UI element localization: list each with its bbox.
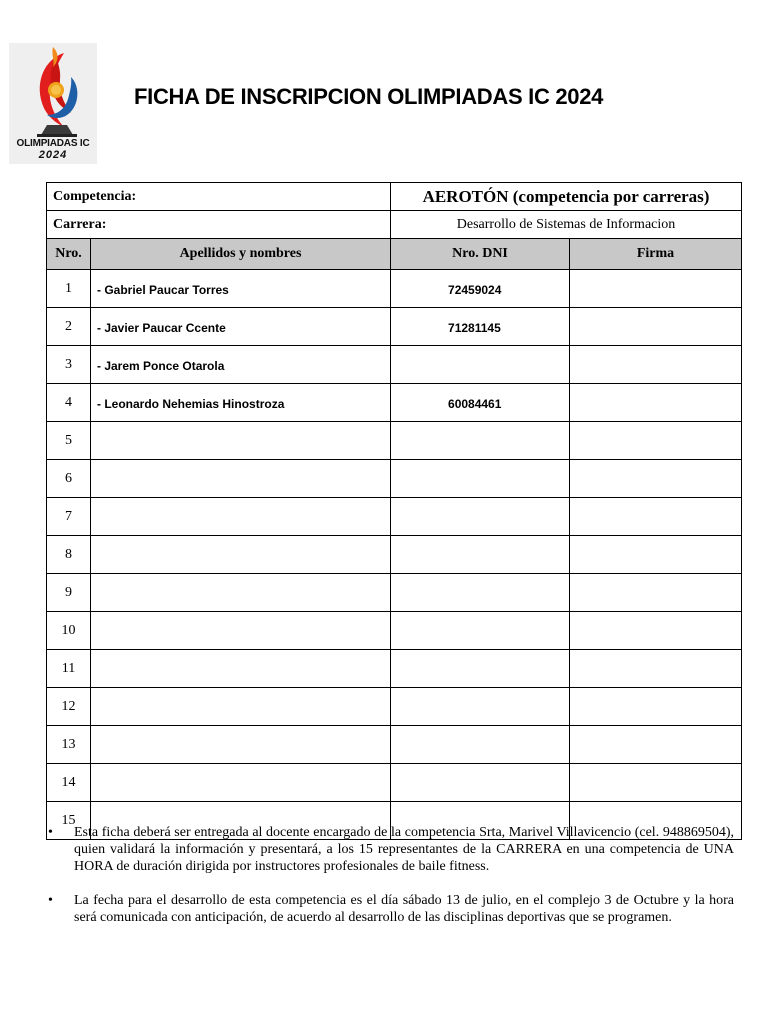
competition-label: Competencia:	[47, 183, 391, 211]
note-text: La fecha para el desarrollo de esta competencia es el día sábado 13 de julio, en el complejo 3 de Octubre y la hora será comunicada con anticipación, de acuerdo al desarrollo de las disciplinas deportivas que se programen.	[74, 893, 734, 925]
participant-name[interactable]	[91, 688, 391, 726]
participant-signature[interactable]	[570, 346, 742, 384]
participant-name[interactable]	[91, 460, 391, 498]
participant-dni[interactable]	[391, 422, 570, 460]
participant-dni[interactable]: 60084461	[391, 384, 570, 422]
table-row	[47, 650, 742, 688]
participant-name[interactable]	[91, 612, 391, 650]
participant-dni[interactable]	[391, 346, 570, 384]
participant-dni[interactable]	[391, 574, 570, 612]
participant-name[interactable]: - Leonardo Nehemias Hinostroza	[91, 384, 391, 422]
row-number: 15	[47, 802, 91, 840]
participant-signature[interactable]	[570, 422, 742, 460]
note-text: Esta ficha deberá ser entregada al docente encargado de la competencia Srta, Marivel Villavicencio (cel. 948869504), quien validará la información y presentará, a los 15 representantes de la CARRERA en una competencia de UNA HORA de duración dirigida por instructores profesionales de baile fitness.	[74, 825, 734, 874]
bullet-icon: •	[48, 893, 53, 908]
logo-year-text: 2024	[38, 149, 68, 161]
career-label: Carrera:	[47, 211, 391, 239]
table-header-row	[47, 239, 742, 270]
note-item	[48, 892, 734, 926]
row-number: 5	[47, 422, 91, 460]
header-signature: Firma	[570, 239, 742, 270]
table-row	[47, 308, 742, 346]
participant-signature[interactable]	[570, 650, 742, 688]
participant-name[interactable]: - Jarem Ponce Otarola	[91, 346, 391, 384]
registration-table	[46, 182, 742, 840]
participant-signature[interactable]	[570, 384, 742, 422]
participant-dni[interactable]: 71281145	[391, 308, 570, 346]
row-number: 11	[47, 650, 91, 688]
header-dni: Nro. DNI	[391, 239, 570, 270]
competition-value: AEROTÓN (competencia por carreras)	[391, 183, 742, 211]
participant-signature[interactable]	[570, 612, 742, 650]
row-number: 3	[47, 346, 91, 384]
row-number: 4	[47, 384, 91, 422]
olympiad-logo	[9, 43, 97, 164]
participant-signature[interactable]	[570, 574, 742, 612]
row-number: 12	[47, 688, 91, 726]
participant-signature[interactable]	[570, 764, 742, 802]
career-value: Desarrollo de Sistemas de Informacion	[391, 211, 742, 239]
row-number: 1	[47, 270, 91, 308]
header-name: Apellidos y nombres	[91, 239, 391, 270]
participant-signature[interactable]	[570, 536, 742, 574]
participant-signature[interactable]	[570, 308, 742, 346]
career-row	[47, 211, 742, 239]
participant-name[interactable]	[91, 764, 391, 802]
row-number: 8	[47, 536, 91, 574]
notes-list	[48, 824, 734, 926]
participant-signature[interactable]	[570, 498, 742, 536]
participant-name[interactable]	[91, 574, 391, 612]
table-row	[47, 422, 742, 460]
participant-signature[interactable]	[570, 460, 742, 498]
participant-dni[interactable]	[391, 764, 570, 802]
table-row	[47, 498, 742, 536]
participant-name[interactable]	[91, 498, 391, 536]
row-number: 2	[47, 308, 91, 346]
row-number: 9	[47, 574, 91, 612]
table-row	[47, 764, 742, 802]
participant-dni[interactable]: 72459024	[391, 270, 570, 308]
row-number: 14	[47, 764, 91, 802]
row-number: 7	[47, 498, 91, 536]
participant-name[interactable]: - Gabriel Paucar Torres	[91, 270, 391, 308]
participant-dni[interactable]	[391, 460, 570, 498]
row-number: 10	[47, 612, 91, 650]
bullet-icon: •	[48, 825, 53, 840]
participant-dni[interactable]	[391, 726, 570, 764]
row-number: 6	[47, 460, 91, 498]
participant-dni[interactable]	[391, 612, 570, 650]
participant-signature[interactable]	[570, 726, 742, 764]
participant-signature[interactable]	[570, 270, 742, 308]
participant-signature[interactable]	[570, 688, 742, 726]
participant-dni[interactable]	[391, 688, 570, 726]
table-row	[47, 346, 742, 384]
header-number: Nro.	[47, 239, 91, 270]
participant-name[interactable]	[91, 650, 391, 688]
participant-name[interactable]: - Javier Paucar Ccente	[91, 308, 391, 346]
table-row	[47, 270, 742, 308]
table-row	[47, 726, 742, 764]
competition-row	[47, 183, 742, 211]
participant-dni[interactable]	[391, 498, 570, 536]
table-row	[47, 612, 742, 650]
participant-name[interactable]	[91, 536, 391, 574]
table-row	[47, 574, 742, 612]
row-number: 13	[47, 726, 91, 764]
participant-name[interactable]	[91, 422, 391, 460]
page-title: FICHA DE INSCRIPCION OLIMPIADAS IC 2024	[134, 84, 604, 109]
participant-dni[interactable]	[391, 650, 570, 688]
table-row	[47, 688, 742, 726]
participant-dni[interactable]	[391, 536, 570, 574]
table-row	[47, 536, 742, 574]
note-item	[48, 824, 734, 875]
logo-name-text: OLIMPIADAS IC	[16, 138, 90, 149]
table-row	[47, 384, 742, 422]
participant-name[interactable]	[91, 726, 391, 764]
table-row	[47, 460, 742, 498]
